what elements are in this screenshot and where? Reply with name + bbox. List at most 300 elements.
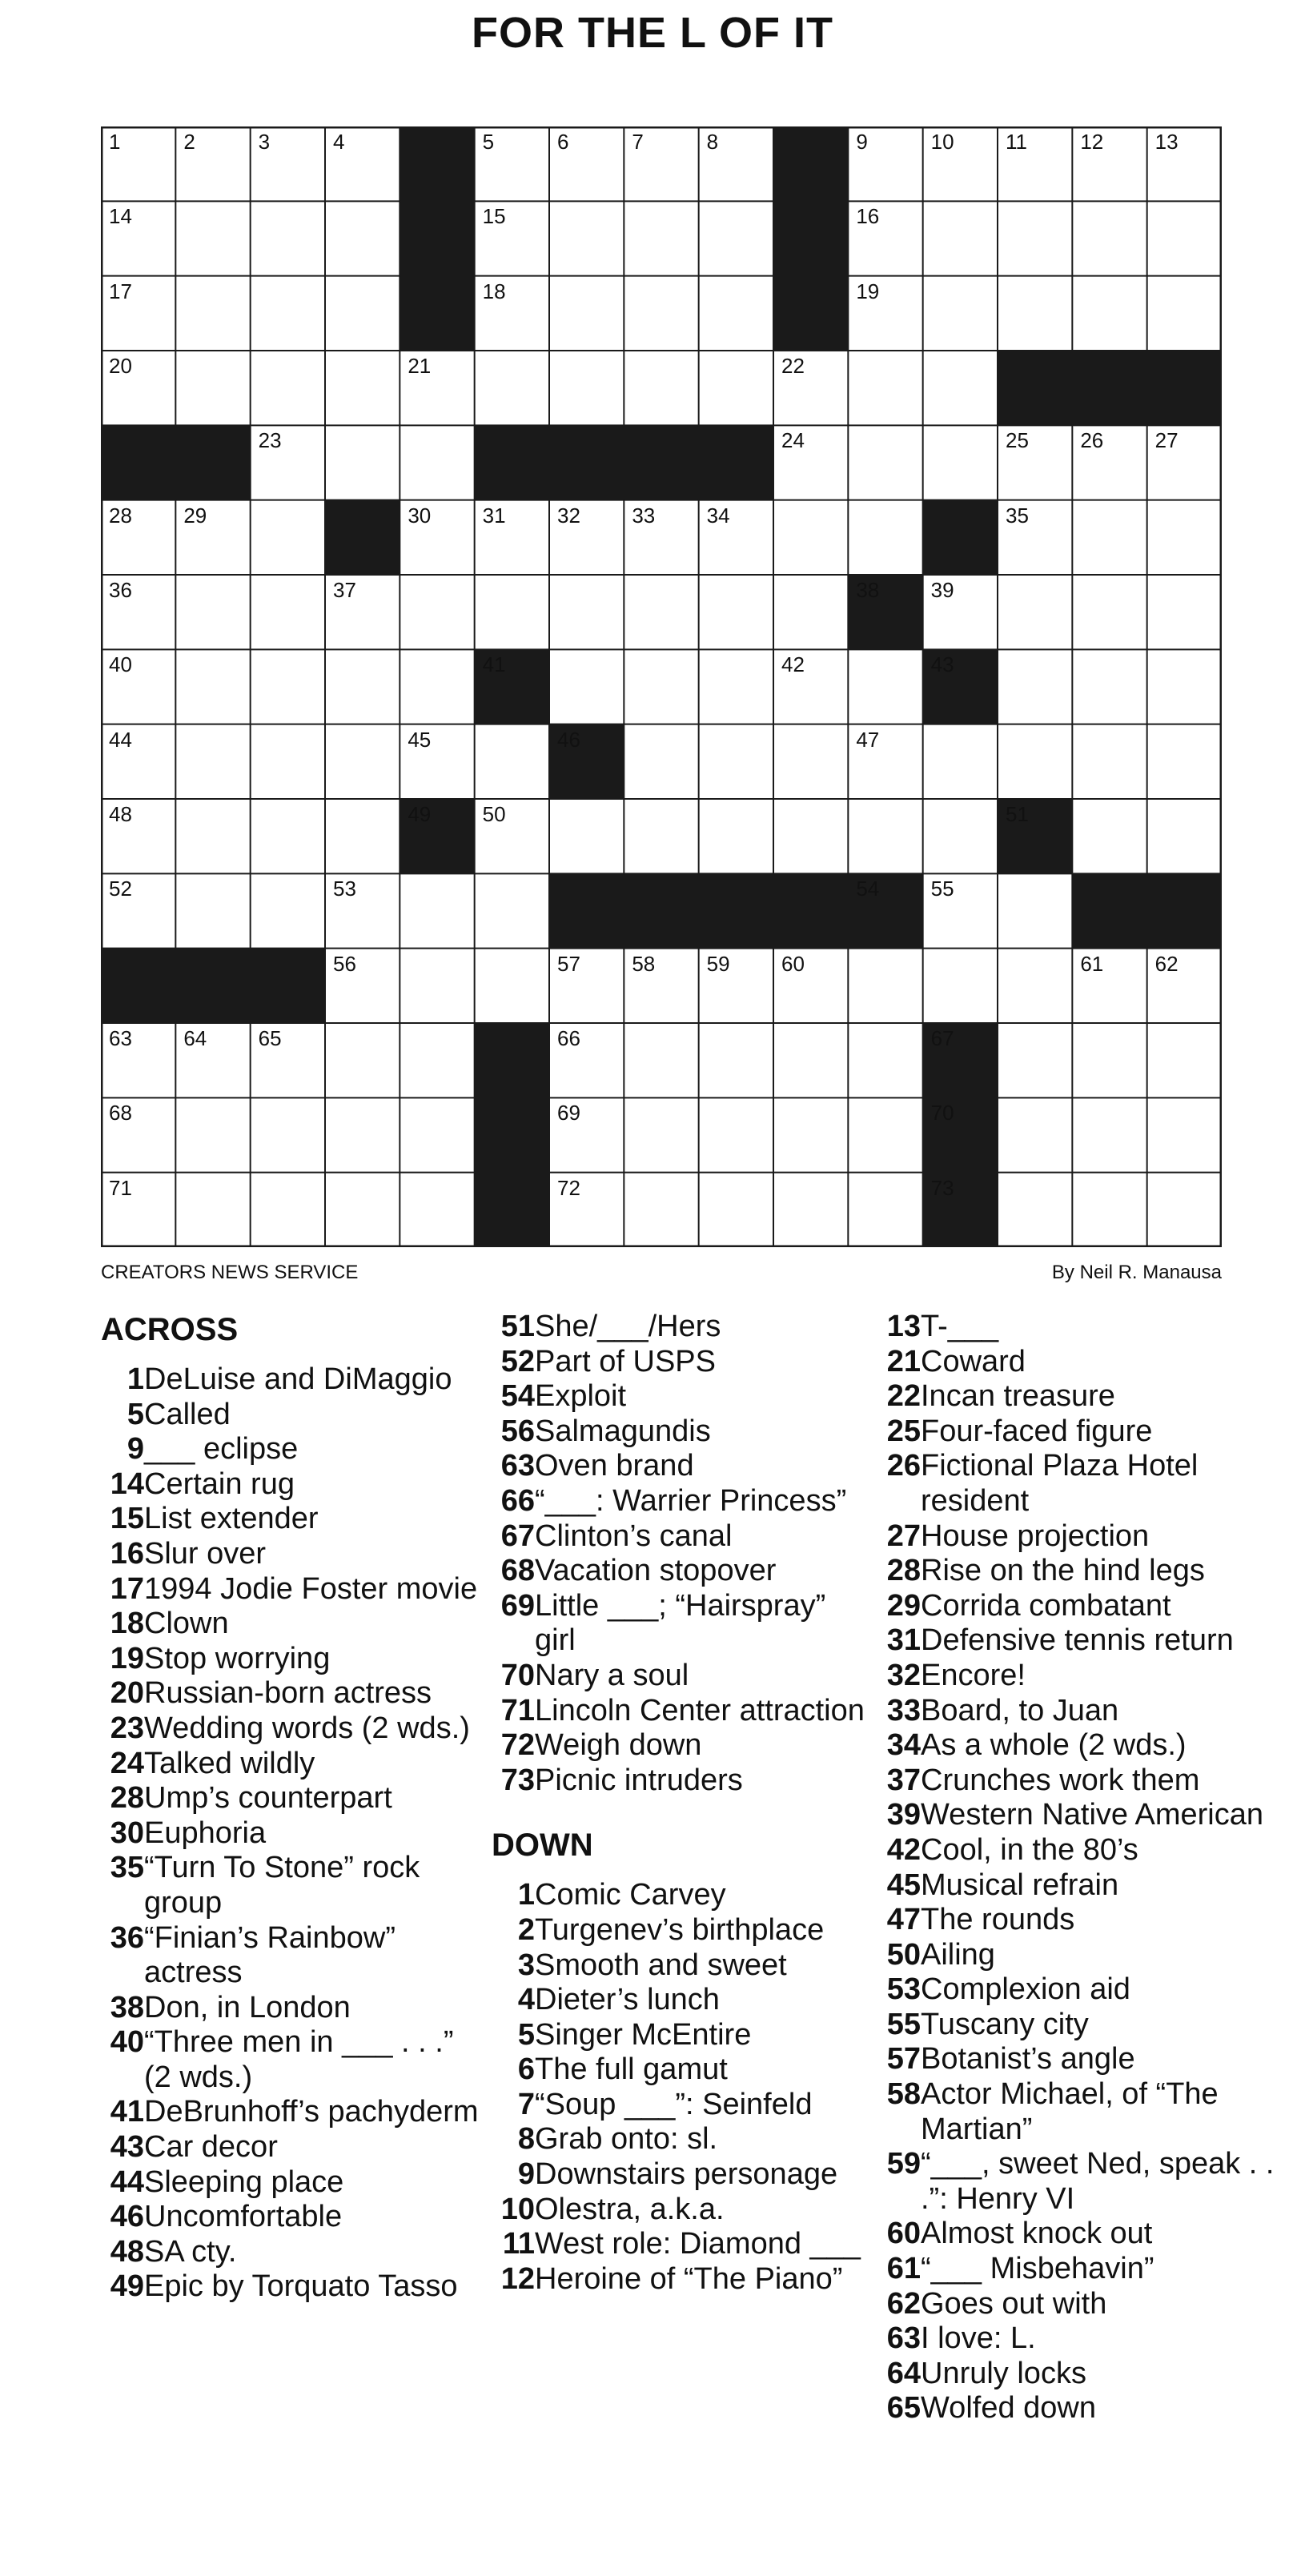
clue-number: 9 bbox=[126, 1432, 144, 1467]
clue bbox=[492, 2122, 873, 2157]
clue-text: DeLuise and DiMaggio bbox=[144, 1362, 452, 1396]
cell-number: 59 bbox=[706, 951, 730, 976]
clue-text: Called bbox=[144, 1397, 231, 1431]
clue bbox=[877, 2042, 1278, 2077]
clue-column-1 bbox=[101, 1310, 482, 2305]
clue-number: 67 bbox=[500, 1519, 535, 1553]
clue-text: Lincoln Center attraction bbox=[535, 1693, 865, 1727]
cell-number: 39 bbox=[930, 578, 954, 602]
cell-number: 69 bbox=[557, 1101, 580, 1125]
clue-number: 8 bbox=[517, 2122, 535, 2157]
clue-number: 68 bbox=[500, 1554, 535, 1588]
down-heading: DOWN bbox=[492, 1828, 593, 1864]
clue-number: 39 bbox=[886, 1798, 921, 1832]
clue-text: Wedding words (2 wds.) bbox=[144, 1711, 470, 1745]
clue-text: Fictional Plaza Hotel resident bbox=[921, 1449, 1199, 1518]
clue-number: 24 bbox=[110, 1746, 144, 1780]
clue-text: Defensive tennis return bbox=[921, 1623, 1234, 1658]
clue-number: 54 bbox=[500, 1379, 535, 1414]
clue-number: 4 bbox=[517, 1983, 535, 2017]
clue bbox=[492, 2018, 873, 2053]
clue bbox=[101, 1921, 482, 1991]
clue-text: DeBrunhoff’s pachyderm bbox=[144, 2095, 479, 2129]
clue-text: Corrida combatant bbox=[921, 1588, 1171, 1623]
clue bbox=[877, 2321, 1278, 2357]
clue bbox=[101, 1362, 482, 1398]
clue-text: Don, in London bbox=[144, 1990, 351, 2024]
clue-number: 50 bbox=[886, 1937, 921, 1972]
clue-number: 28 bbox=[110, 1781, 144, 1816]
cell-number: 72 bbox=[557, 1175, 580, 1200]
cell-number: 19 bbox=[856, 279, 880, 303]
clue bbox=[877, 2147, 1278, 2217]
cell-number: 49 bbox=[408, 802, 432, 826]
clue-number: 34 bbox=[886, 1728, 921, 1763]
cell-number: 48 bbox=[109, 802, 132, 826]
cell-number: 3 bbox=[258, 130, 271, 154]
clue-text: Turgenev’s birthplace bbox=[535, 1912, 825, 1947]
clue-text: House projection bbox=[921, 1519, 1150, 1553]
clue bbox=[492, 1484, 873, 1519]
clue bbox=[492, 1763, 873, 1799]
clue bbox=[101, 1537, 482, 1572]
clue-text: Salmagundis bbox=[535, 1414, 711, 1448]
clue bbox=[101, 2130, 482, 2165]
clue-text: Complexion aid bbox=[921, 1972, 1130, 2007]
cell-number: 40 bbox=[109, 652, 132, 677]
clue-text: Weigh down bbox=[535, 1728, 702, 1763]
clue-number: 63 bbox=[500, 1449, 535, 1483]
clue-number: 35 bbox=[110, 1851, 144, 1885]
cell-number: 64 bbox=[183, 1026, 207, 1050]
clue-number: 61 bbox=[886, 2252, 921, 2286]
cell-number: 42 bbox=[781, 652, 805, 677]
clue-text: She/___/Hers bbox=[535, 1310, 721, 1343]
clue-number: 16 bbox=[110, 1536, 144, 1571]
clue-column-2 bbox=[492, 1310, 873, 2297]
cell-number: 51 bbox=[1006, 802, 1029, 826]
clue bbox=[101, 1747, 482, 1782]
cell-number: 31 bbox=[482, 503, 506, 528]
clue-number: 30 bbox=[110, 1816, 144, 1850]
clue bbox=[101, 1607, 482, 1642]
clue-number: 59 bbox=[886, 2147, 921, 2181]
clue-number: 40 bbox=[110, 2025, 144, 2060]
clue-text: “___: Warrier Princess” bbox=[535, 1483, 847, 1518]
cell-number: 11 bbox=[1006, 130, 1027, 154]
clue-text: Dieter’s lunch bbox=[535, 1983, 720, 2017]
clue-text: Car decor bbox=[144, 2130, 278, 2165]
cell-number: 32 bbox=[557, 503, 580, 528]
clue bbox=[877, 2252, 1278, 2287]
clue-number: 53 bbox=[886, 1972, 921, 2007]
clue-text: ___ eclipse bbox=[144, 1432, 299, 1467]
clue bbox=[101, 1502, 482, 1537]
clue-number: 65 bbox=[886, 2391, 921, 2426]
clue-number: 22 bbox=[886, 1379, 921, 1414]
cell-number: 4 bbox=[333, 130, 345, 154]
clue-number: 14 bbox=[110, 1467, 144, 1501]
clue-text: Certain rug bbox=[144, 1467, 295, 1501]
cell-number: 55 bbox=[930, 877, 954, 901]
clue-number: 47 bbox=[886, 1903, 921, 1937]
clue bbox=[492, 1379, 873, 1414]
clue-text: Actor Michael, of “The Martian” bbox=[921, 2077, 1219, 2146]
clue-number: 18 bbox=[110, 1607, 144, 1641]
clue bbox=[101, 1781, 482, 1816]
clue-number: 41 bbox=[110, 2095, 144, 2129]
clue bbox=[877, 1903, 1278, 1938]
clue bbox=[877, 1589, 1278, 1624]
clue bbox=[877, 1519, 1278, 1555]
cell-number: 29 bbox=[183, 503, 207, 528]
clue-text: Crunches work them bbox=[921, 1763, 1200, 1797]
clue bbox=[492, 1694, 873, 1729]
clue-text: 1994 Jodie Foster movie bbox=[144, 1571, 478, 1606]
cell-number: 15 bbox=[482, 204, 506, 229]
clue bbox=[877, 1659, 1278, 1694]
clue bbox=[492, 1728, 873, 1763]
clue-text: Little ___; “Hairspray” girl bbox=[535, 1588, 826, 1658]
clue-number: 31 bbox=[886, 1623, 921, 1658]
cell-number: 47 bbox=[856, 727, 880, 752]
cell-number: 73 bbox=[930, 1175, 954, 1200]
clue-number: 28 bbox=[886, 1554, 921, 1588]
clue bbox=[877, 1938, 1278, 1973]
clue-text: Slur over bbox=[144, 1536, 267, 1571]
clue bbox=[492, 2157, 873, 2193]
cell-number: 26 bbox=[1080, 428, 1104, 453]
cell-number: 58 bbox=[632, 951, 656, 976]
clue bbox=[101, 2235, 482, 2270]
clue-text: Botanist’s angle bbox=[921, 2042, 1135, 2076]
clue-column-3 bbox=[877, 1310, 1278, 2426]
clue-text: Four-faced figure bbox=[921, 1414, 1153, 1448]
cell-number: 38 bbox=[856, 578, 880, 602]
clue-number: 51 bbox=[500, 1310, 535, 1343]
clue bbox=[877, 1345, 1278, 1380]
clue-number: 27 bbox=[886, 1519, 921, 1553]
clue-number: 66 bbox=[500, 1483, 535, 1518]
clue-number: 73 bbox=[500, 1763, 535, 1797]
clue-number: 60 bbox=[886, 2217, 921, 2251]
clue-text: Stop worrying bbox=[144, 1641, 331, 1675]
clue-number: 13 bbox=[886, 1310, 921, 1343]
clue-text: Grab onto: sl. bbox=[535, 2122, 718, 2157]
clue bbox=[877, 1728, 1278, 1763]
clue bbox=[101, 1572, 482, 1607]
clue-number: 58 bbox=[886, 2077, 921, 2112]
author-credit: By Neil R. Manausa bbox=[1051, 1262, 1222, 1283]
clue-text: “Finian’s Rainbow” actress bbox=[144, 1920, 396, 1990]
cell-number: 21 bbox=[408, 354, 432, 378]
clue-number: 36 bbox=[110, 1920, 144, 1955]
cell-number: 46 bbox=[557, 727, 580, 752]
clue-number: 15 bbox=[110, 1502, 144, 1536]
clue bbox=[492, 1948, 873, 1984]
clue-text: “Three men in ___ . . .” (2 wds.) bbox=[144, 2025, 454, 2094]
clue-text: Wolfed down bbox=[921, 2391, 1096, 2426]
cell-number: 12 bbox=[1080, 130, 1104, 154]
clue bbox=[492, 1345, 873, 1380]
cell-number: 7 bbox=[632, 130, 644, 154]
clue-text: Rise on the hind legs bbox=[921, 1554, 1205, 1588]
clue-number: 71 bbox=[500, 1693, 535, 1727]
clue-text: Encore! bbox=[921, 1658, 1026, 1692]
clue bbox=[877, 1798, 1278, 1833]
cell-number: 62 bbox=[1154, 951, 1179, 976]
clue-text: Epic by Torquato Tasso bbox=[144, 2269, 458, 2304]
clue bbox=[492, 1659, 873, 1694]
grid-lines bbox=[101, 126, 1222, 1247]
clue-text: Board, to Juan bbox=[921, 1693, 1119, 1727]
cell-number: 57 bbox=[557, 951, 580, 976]
clue-text: West role: Diamond ___ bbox=[535, 2227, 861, 2261]
clue-number: 63 bbox=[886, 2321, 921, 2356]
clue bbox=[492, 1878, 873, 1913]
clue-number: 25 bbox=[886, 1414, 921, 1448]
clue-number: 5 bbox=[517, 2017, 535, 2052]
cell-number: 17 bbox=[109, 279, 132, 303]
clue bbox=[101, 1711, 482, 1747]
clue-number: 37 bbox=[886, 1763, 921, 1797]
clue bbox=[492, 1554, 873, 1589]
crossword-grid bbox=[101, 126, 1222, 1247]
clue-number: 38 bbox=[110, 1990, 144, 2024]
cell-number: 30 bbox=[408, 503, 432, 528]
clue-number: 7 bbox=[517, 2087, 535, 2121]
cell-number: 5 bbox=[482, 130, 495, 154]
clue bbox=[492, 1519, 873, 1555]
clue-text: “Soup ___”: Seinfeld bbox=[535, 2087, 813, 2121]
cell-number: 34 bbox=[706, 503, 730, 528]
clue-number: 19 bbox=[110, 1641, 144, 1675]
clue-text: Incan treasure bbox=[921, 1379, 1115, 1414]
clue-number: 1 bbox=[126, 1362, 144, 1396]
clue bbox=[877, 1379, 1278, 1414]
clue-text: Exploit bbox=[535, 1379, 627, 1414]
clue bbox=[877, 2008, 1278, 2043]
clue-number: 48 bbox=[110, 2234, 144, 2269]
clue-number: 72 bbox=[500, 1728, 535, 1763]
clue bbox=[877, 1623, 1278, 1659]
clue-number: 5 bbox=[126, 1397, 144, 1431]
clue bbox=[877, 2077, 1278, 2147]
cell-number: 27 bbox=[1154, 428, 1179, 453]
cell-number: 16 bbox=[856, 204, 880, 229]
cell-number: 45 bbox=[408, 727, 432, 752]
clue-text: Musical refrain bbox=[921, 1868, 1119, 1902]
cell-number: 61 bbox=[1080, 951, 1104, 976]
clue-text: Talked wildly bbox=[144, 1746, 315, 1780]
clue-text: Nary a soul bbox=[535, 1658, 689, 1692]
clue bbox=[101, 1467, 482, 1503]
clue bbox=[492, 1310, 873, 1345]
cell-number: 65 bbox=[258, 1026, 282, 1050]
clue-number: 57 bbox=[886, 2042, 921, 2076]
cell-number: 10 bbox=[930, 130, 954, 154]
cell-number: 50 bbox=[482, 802, 506, 826]
clue bbox=[101, 1816, 482, 1852]
clue-text: Goes out with bbox=[921, 2286, 1107, 2321]
clue bbox=[101, 1642, 482, 1677]
clue bbox=[492, 1414, 873, 1450]
cell-number: 37 bbox=[333, 578, 356, 602]
clue bbox=[492, 2227, 873, 2262]
clue bbox=[492, 2262, 873, 2297]
cell-number: 70 bbox=[930, 1101, 954, 1125]
clue bbox=[877, 2287, 1278, 2322]
clue bbox=[101, 1398, 482, 1433]
syndicate-credit: CREATORS NEWS SERVICE bbox=[101, 1262, 359, 1283]
cell-number: 54 bbox=[856, 877, 880, 901]
clue-text: The rounds bbox=[921, 1903, 1075, 1937]
clue bbox=[877, 1868, 1278, 1904]
clue bbox=[492, 1449, 873, 1484]
clue bbox=[101, 1676, 482, 1711]
clue bbox=[877, 1763, 1278, 1799]
clue-number: 33 bbox=[886, 1693, 921, 1727]
cell-number: 33 bbox=[632, 503, 656, 528]
clue-text: Unruly locks bbox=[921, 2356, 1086, 2390]
clue-text: Tuscany city bbox=[921, 2007, 1089, 2041]
clue-text: Singer McEntire bbox=[535, 2017, 752, 2052]
clue-text: Comic Carvey bbox=[535, 1878, 726, 1912]
clue-number: 32 bbox=[886, 1658, 921, 1692]
clue-number: 26 bbox=[886, 1449, 921, 1483]
clue-number: 69 bbox=[500, 1588, 535, 1623]
clue-text: Uncomfortable bbox=[144, 2200, 343, 2234]
clue bbox=[101, 2165, 482, 2201]
clue-text: Clinton’s canal bbox=[535, 1519, 733, 1553]
clue bbox=[877, 2391, 1278, 2426]
clue bbox=[101, 2200, 482, 2235]
clue-number: 42 bbox=[886, 1832, 921, 1867]
clue bbox=[877, 1449, 1278, 1519]
clue-text: Olestra, a.k.a. bbox=[535, 2192, 725, 2226]
clue-text: Heroine of “The Piano” bbox=[535, 2261, 843, 2296]
cell-number: 18 bbox=[482, 279, 506, 303]
clue-text: Smooth and sweet bbox=[535, 1948, 787, 1982]
cell-number: 24 bbox=[781, 428, 805, 453]
clue-text: Vacation stopover bbox=[535, 1554, 777, 1588]
across-heading: ACROSS bbox=[101, 1312, 239, 1347]
clue-number: 20 bbox=[110, 1676, 144, 1711]
clue-text: Picnic intruders bbox=[535, 1763, 743, 1797]
clue-text: Ailing bbox=[921, 1937, 995, 1972]
clue-text: SA cty. bbox=[144, 2234, 237, 2269]
clue-number: 10 bbox=[500, 2192, 535, 2226]
cell-number: 53 bbox=[333, 877, 356, 901]
cell-number: 14 bbox=[109, 204, 132, 229]
clue bbox=[492, 1589, 873, 1659]
clue-number: 9 bbox=[517, 2157, 535, 2192]
clue-number: 1 bbox=[517, 1878, 535, 1912]
clue-number: 46 bbox=[110, 2200, 144, 2234]
cell-number: 67 bbox=[930, 1026, 954, 1050]
cell-number: 1 bbox=[109, 130, 121, 154]
clue-text: Oven brand bbox=[535, 1449, 694, 1483]
clue-text: Coward bbox=[921, 1344, 1026, 1378]
cell-number: 44 bbox=[109, 727, 132, 752]
cell-number: 63 bbox=[109, 1026, 132, 1050]
cell-number: 66 bbox=[557, 1026, 580, 1050]
clue bbox=[877, 1414, 1278, 1450]
cell-number: 9 bbox=[856, 130, 868, 154]
section-gap bbox=[492, 1798, 873, 1825]
cell-number: 22 bbox=[781, 354, 805, 378]
clue-text: Clown bbox=[144, 1607, 229, 1641]
clue-number: 44 bbox=[110, 2165, 144, 2199]
clue-number: 70 bbox=[500, 1658, 535, 1692]
clue-number: 64 bbox=[886, 2356, 921, 2390]
clue bbox=[877, 1833, 1278, 1868]
clue-text: Euphoria bbox=[144, 1816, 267, 1850]
clue-number: 3 bbox=[517, 1948, 535, 1982]
clue bbox=[877, 1554, 1278, 1589]
clue bbox=[101, 1432, 482, 1467]
clue bbox=[492, 2193, 873, 2228]
clue-text: Russian-born actress bbox=[144, 1676, 432, 1711]
cell-number: 41 bbox=[482, 652, 506, 677]
clue-number: 56 bbox=[500, 1414, 535, 1448]
clue-text: Sleeping place bbox=[144, 2165, 344, 2199]
clue-text: The full gamut bbox=[535, 2052, 728, 2087]
cell-number: 52 bbox=[109, 877, 132, 901]
clue-text: T-___ bbox=[921, 1310, 999, 1343]
clue-text: “Turn To Stone” rock group bbox=[144, 1851, 420, 1920]
clue bbox=[101, 2269, 482, 2305]
cell-number: 71 bbox=[109, 1175, 132, 1200]
clue bbox=[101, 2095, 482, 2130]
clue bbox=[101, 1991, 482, 2026]
clue-number: 55 bbox=[886, 2007, 921, 2041]
clue bbox=[877, 1694, 1278, 1729]
clue-text: I love: L. bbox=[921, 2321, 1036, 2356]
clue-text: Part of USPS bbox=[535, 1344, 716, 1378]
clue-text: As a whole (2 wds.) bbox=[921, 1728, 1187, 1763]
clue-number: 23 bbox=[110, 1711, 144, 1745]
cell-number: 8 bbox=[706, 130, 719, 154]
cell-number: 43 bbox=[930, 652, 954, 677]
clue-number: 11 bbox=[502, 2227, 535, 2261]
clue-number: 17 bbox=[110, 1571, 144, 1606]
clue-text: List extender bbox=[144, 1502, 319, 1536]
clue-text: Downstairs personage bbox=[535, 2157, 838, 2192]
cell-number: 28 bbox=[109, 503, 132, 528]
clue-number: 29 bbox=[886, 1588, 921, 1623]
cell-number: 6 bbox=[557, 130, 569, 154]
clue-text: Cool, in the 80’s bbox=[921, 1832, 1138, 1867]
clue bbox=[877, 2357, 1278, 2392]
clue bbox=[101, 1851, 482, 1920]
clue-number: 21 bbox=[886, 1344, 921, 1378]
cell-number: 36 bbox=[109, 578, 132, 602]
clue bbox=[492, 1983, 873, 2018]
clue-text: “___, sweet Ned, speak . . .”: Henry VI bbox=[921, 2147, 1275, 2216]
clue bbox=[877, 1310, 1278, 1345]
cell-number: 68 bbox=[109, 1101, 132, 1125]
clue-number: 6 bbox=[517, 2052, 535, 2087]
cell-number: 20 bbox=[109, 354, 132, 378]
clue bbox=[492, 1913, 873, 1948]
cell-number: 13 bbox=[1154, 130, 1179, 154]
clue-number: 43 bbox=[110, 2130, 144, 2165]
clue bbox=[877, 1972, 1278, 2008]
clue-number: 49 bbox=[110, 2269, 144, 2304]
clue-number: 62 bbox=[886, 2286, 921, 2321]
clue bbox=[492, 2052, 873, 2088]
